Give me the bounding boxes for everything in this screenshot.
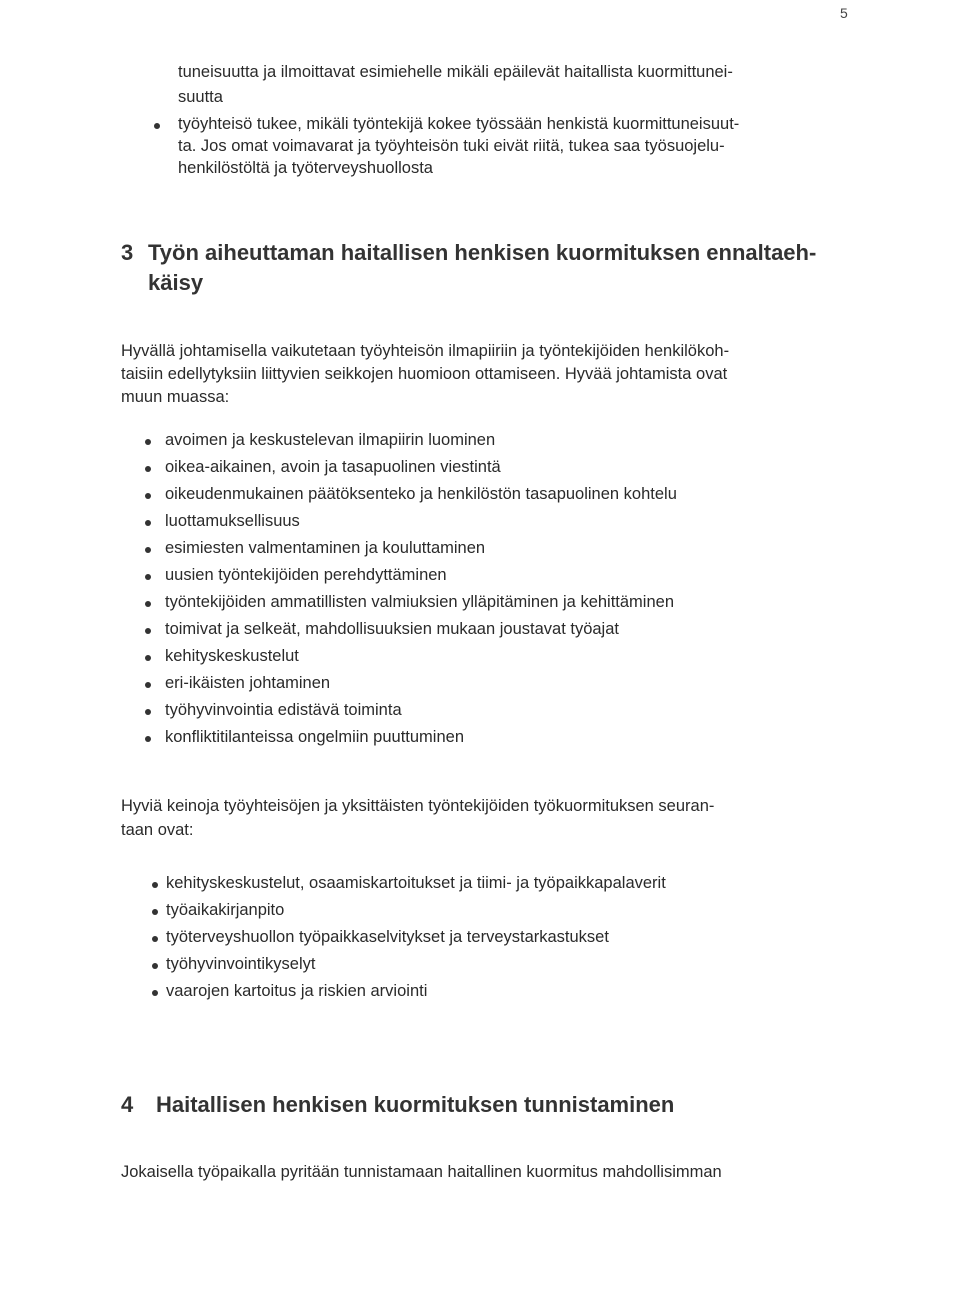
list-item: uusien työntekijöiden perehdyttäminen xyxy=(165,566,447,584)
text-line: taan ovat: xyxy=(121,821,194,839)
list-item: luottamuksellisuus xyxy=(165,512,300,530)
section-title: Työn aiheuttaman haitallisen henkisen kuormituksen ennaltaeh- xyxy=(148,240,817,265)
list-item: konfliktitilanteissa ongelmiin puuttuminen xyxy=(165,728,464,746)
bullet-icon xyxy=(145,736,151,742)
bullet-icon xyxy=(152,963,158,969)
list-item: kehityskeskustelut, osaamiskartoitukset ja tiimi- ja työpaikkapalaverit xyxy=(166,874,666,892)
list-item: työhyvinvointia edistävä toiminta xyxy=(165,701,402,719)
list-item: vaarojen kartoitus ja riskien arviointi xyxy=(166,982,428,1000)
list-item: toimivat ja selkeät, mahdollisuuksien mukaan joustavat työajat xyxy=(165,620,619,638)
text-line: työyhteisö tukee, mikäli työntekijä kokee työssään henkistä kuormittuneisuut- xyxy=(178,115,740,133)
bullet-icon xyxy=(152,882,158,888)
bullet-icon xyxy=(145,574,151,580)
bullet-icon xyxy=(145,628,151,634)
text-line: Jokaisella työpaikalla pyritään tunnistamaan haitallinen kuormitus mahdollisimman xyxy=(121,1163,722,1181)
bullet-icon xyxy=(145,655,151,661)
list-item: työhyvinvointikyselyt xyxy=(166,955,316,973)
list-item: kehityskeskustelut xyxy=(165,647,299,665)
list-item: oikea-aikainen, avoin ja tasapuolinen viestintä xyxy=(165,458,501,476)
bullet-icon xyxy=(145,601,151,607)
text-line: Hyviä keinoja työyhteisöjen ja yksittäisten työntekijöiden työkuormituksen seuran- xyxy=(121,797,715,815)
section-title: käisy xyxy=(148,270,204,295)
text-line: Hyvällä johtamisella vaikutetaan työyhteisön ilmapiiriin ja työntekijöiden henkilökoh- xyxy=(121,342,730,360)
list-item: avoimen ja keskustelevan ilmapiirin luominen xyxy=(165,431,496,449)
text-line: ta. Jos omat voimavarat ja työyhteisön tuki eivät riitä, tukea saa työsuojelu- xyxy=(178,137,725,155)
bullet-icon xyxy=(145,493,151,499)
list-item: työaikakirjanpito xyxy=(166,901,285,919)
list-item: oikeudenmukainen päätöksenteko ja henkilöstön tasapuolinen kohtelu xyxy=(165,485,677,503)
page-number: 5 xyxy=(840,5,848,21)
bullet-icon xyxy=(145,709,151,715)
bullet-icon xyxy=(145,439,151,445)
bullet-icon xyxy=(145,520,151,526)
text-line: tuneisuutta ja ilmoittavat esimiehelle mikäli epäilevät haitallista kuormittunei- xyxy=(178,63,733,81)
section-number: 4 xyxy=(121,1092,134,1117)
bullet-icon xyxy=(152,990,158,996)
bullet-icon xyxy=(152,936,158,942)
bullet-icon xyxy=(145,547,151,553)
list-item: esimiesten valmentaminen ja kouluttaminen xyxy=(165,539,486,557)
bullet-icon xyxy=(152,909,158,915)
list-item: työntekijöiden ammatillisten valmiuksien ylläpitäminen ja kehittäminen xyxy=(165,593,674,611)
list-item: eri-ikäisten johtaminen xyxy=(165,674,331,692)
text-line: suutta xyxy=(178,88,223,106)
bullet-icon xyxy=(145,466,151,472)
bullet-icon xyxy=(154,123,160,129)
bullet-icon xyxy=(145,682,151,688)
text-line: muun muassa: xyxy=(121,388,230,406)
text-line: henkilöstöltä ja työterveyshuollosta xyxy=(178,159,433,177)
section-title: Haitallisen henkisen kuormituksen tunnistaminen xyxy=(156,1092,675,1117)
list-item: työterveyshuollon työpaikkaselvitykset ja terveystarkastukset xyxy=(166,928,609,946)
section-number: 3 xyxy=(121,240,134,265)
text-line: taisiin edellytyksiin liittyvien seikkojen huomioon ottamiseen. Hyvää johtamista ovat xyxy=(121,365,728,383)
